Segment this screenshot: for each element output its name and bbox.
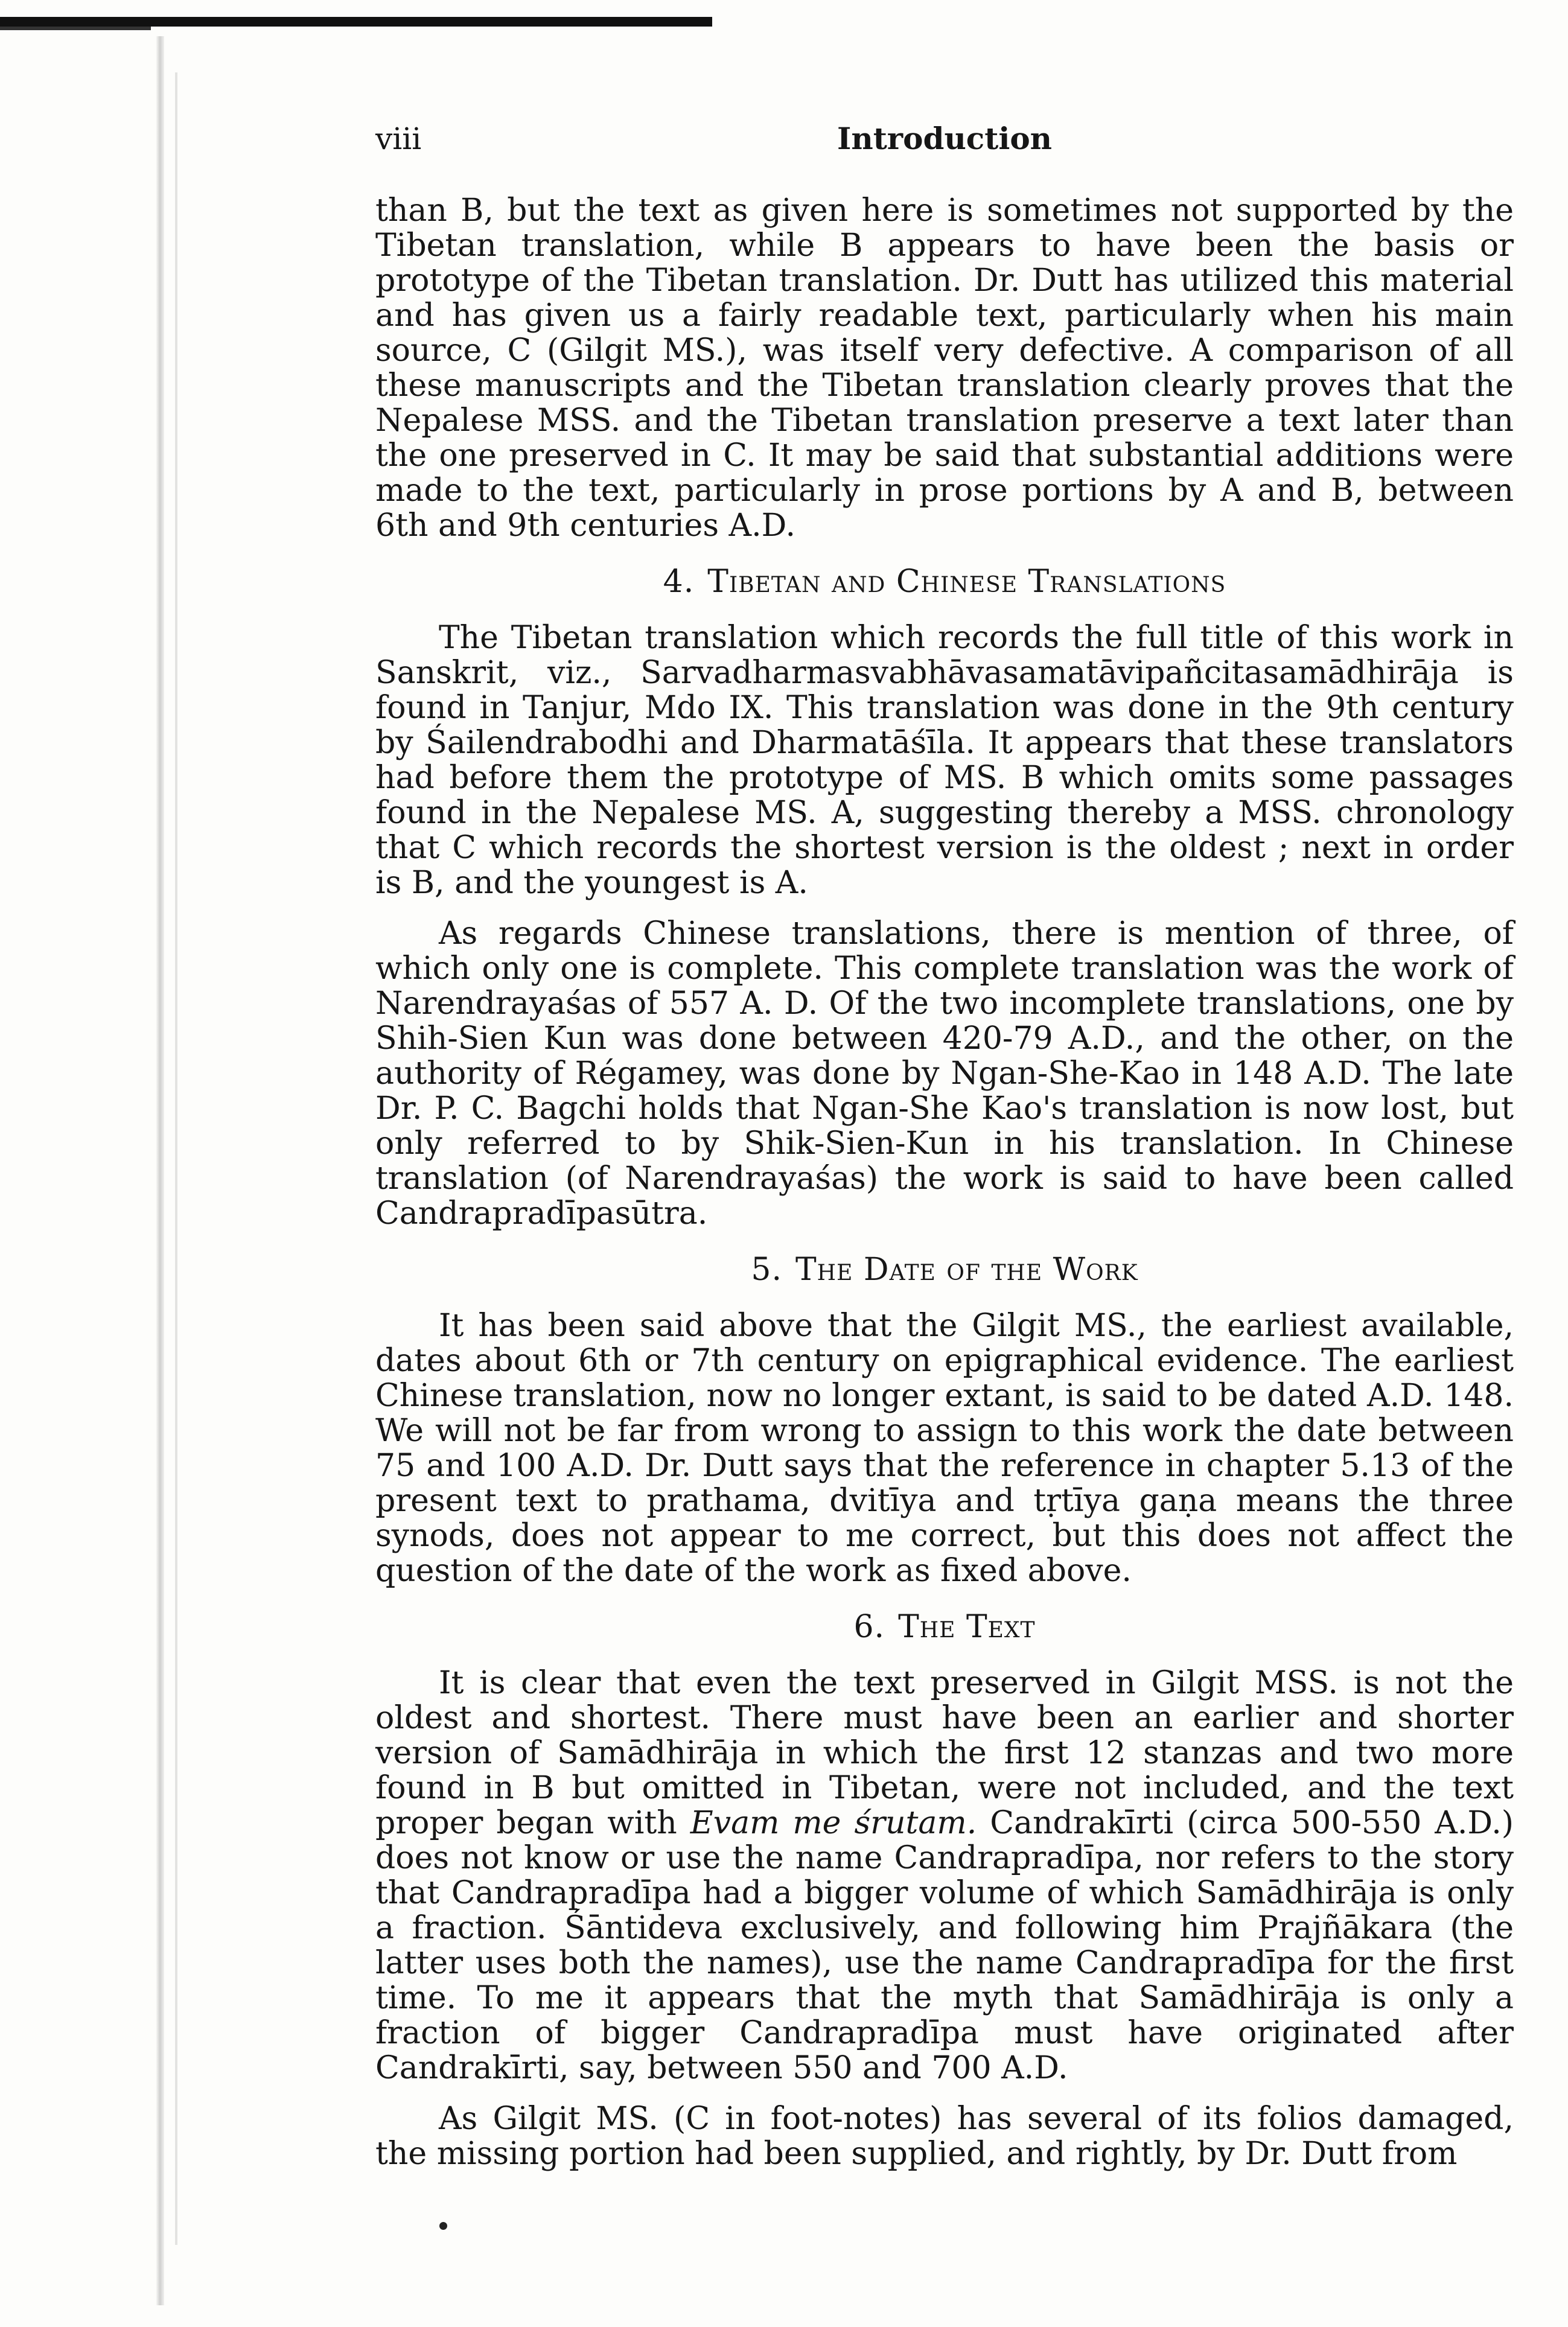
section-title: Tibetan and Chinese Translations bbox=[707, 564, 1226, 600]
section-heading-text bbox=[375, 1609, 1514, 1645]
quoted-phrase: Evam me śrutam. bbox=[690, 1805, 977, 1841]
top-border-rule bbox=[0, 17, 712, 27]
paragraph-tibetan-translation: The Tibetan translation which records the full title of this work in Sanskrit, viz., Sarvadharmasvabhāvasamatāvipañcitasamādhirāja is found in Tanjur, Mdo IX. This translation was done in the 9th century by Śailendrabodhi and Dharmatāśīla. It appears that these translators had before them the prototype of MS. B which omits some passages found in the Nepalese MS. A, suggesting thereby a MSS. chronology that C which records the shortest version is the oldest ; next in order is B, and the youngest is A. bbox=[375, 620, 1514, 901]
section-heading-date bbox=[375, 1252, 1514, 1288]
section-heading-tibetan-chinese bbox=[375, 564, 1514, 600]
ink-speck bbox=[439, 2222, 447, 2230]
top-border-rule-thin bbox=[0, 27, 151, 30]
section-number: 6. bbox=[853, 1609, 885, 1645]
page-binding-shadow bbox=[156, 36, 164, 2305]
paragraph-text-part2: Candrakīrti (circa 500-550 A.D.) does not know or use the name Candrapradīpa, nor refers to the story that Candrapradīpa had a bigger volume of which Samādhirāja is only a fraction. Śāntideva exclusively, and following him Prajñākara (the latter uses both the names), use the name Candrapradīpa for the first time. To me it appears that the myth that Samādhirāja is only a fraction of bigger Candrapradīpa must have originated after Candrakīrti, say, between 550 and 700 A.D. bbox=[375, 1805, 1514, 2086]
running-head: Introduction bbox=[837, 121, 1053, 156]
paragraph-date: It has been said above that the Gilgit MS., the earliest available, dates about 6th or 7th century on epigraphical evidence. The earliest Chinese translation, now no longer extant, is said to be dated A.D. 148. We will not be far from wrong to assign to this work the date between 75 and 100 A.D. Dr. Dutt says that the reference in chapter 5.13 of the present text to prathama, dvitīya and tṛtīya gaṇa means the three synods, does not appear to me correct, but this does not affect the question of the date of the work as fixed above. bbox=[375, 1308, 1514, 1589]
page-header bbox=[375, 118, 1514, 166]
page-binding-line bbox=[175, 72, 177, 2245]
page-number: viii bbox=[375, 121, 422, 156]
page-body bbox=[375, 193, 1514, 2171]
section-number: 4. bbox=[663, 564, 695, 600]
section-title: The Date of the Work bbox=[795, 1252, 1138, 1288]
section-number: 5. bbox=[751, 1252, 782, 1288]
paragraph-gilgit-ms: As Gilgit MS. (C in foot-notes) has several of its folios damaged, the missing portion had been supplied, and rightly, by Dr. Dutt from bbox=[375, 2101, 1514, 2172]
section-title: The Text bbox=[898, 1609, 1036, 1645]
paragraph-text bbox=[375, 1666, 1514, 2086]
paragraph-chinese-translations: As regards Chinese translations, there is mention of three, of which only one is complete. This complete translation was the work of Narendrayaśas of 557 A. D. Of the two incomplete translations, one by Shih-Sien Kun was done between 420-79 A.D., and the other, on the authority of Régamey, was done by Ngan-She-Kao in 148 A.D. The late Dr. P. C. Bagchi holds that Ngan-She Kao's translation is now lost, but only referred to by Shik-Sien-Kun in his translation. In Chinese translation (of Narendrayaśas) the work is said to have been called Candrapradīpasūtra. bbox=[375, 915, 1514, 1232]
paragraph-text-part1: It is clear that even the text preserved in Gilgit MSS. is not the oldest and shortest. There must have been an earlier and shorter version of Samādhirāja in which the first 12 stanzas and two more found in B but omitted in Tibetan, were not included, and the text proper began with bbox=[375, 1665, 1514, 1841]
paragraph-continued: than B, but the text as given here is sometimes not supported by the Tibetan translation, while B appears to have been the basis or prototype of the Tibetan translation. Dr. Dutt has utilized this material and has given us a fairly readable text, particularly when his main source, C (Gilgit MS.), was itself very defective. A comparison of all these manuscripts and the Tibetan translation clearly proves that the Nepalese MSS. and the Tibetan translation preserve a text later than the one preserved in C. It may be said that substantial additions were made to the text, particularly in prose portions by A and B, between 6th and 9th centuries A.D. bbox=[375, 193, 1514, 544]
